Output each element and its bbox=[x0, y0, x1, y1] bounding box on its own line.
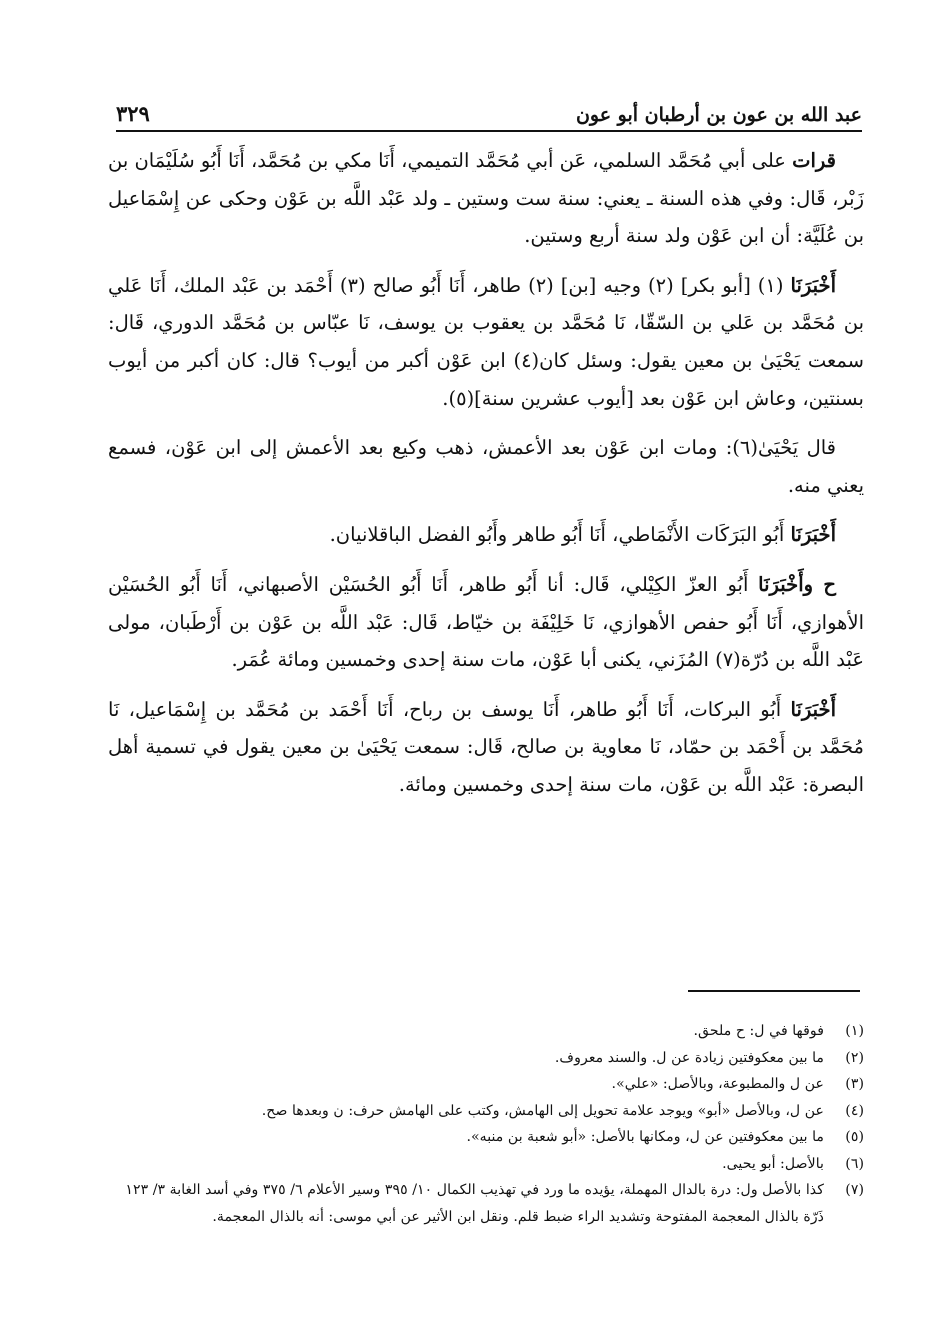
paragraph-text: على أبي مُحَمَّد السلمي، عَن أبي مُحَمَّد التميمي، أَنَا مكي بن مُحَمَّد، أَنَا أَبُو سُلَيْمَان بن زَبْر، قَال: وفي هذه السنة ـ يعني: سنة ست وستين ـ ولد عَبْد اللَّه بن عَوْن وحكى عن إِسْمَاعيل بن عُلَيَّة: أن ابن عَوْن ولد سنة أربع وستين. bbox=[108, 149, 864, 248]
footnote-text: كذا بالأصل ول: درة بالدال المهملة، يؤيده ما ورد في تهذيب الكمال ١٠/ ٣٩٥ وسير الأعلام ٦/ ٣٧٥ وفي أسد الغابة ٣/ ١٢٣ ذَرّة بالذال المعجمة المفتوحة وتشديد الراء ضبط قلم. ونقل ابن الأثير عن أبي موسى: أنه بالذال المعجمة. bbox=[125, 1182, 824, 1225]
footnote-number: (٣) bbox=[845, 1076, 864, 1092]
footnote-rule bbox=[688, 990, 860, 992]
footnote bbox=[110, 1151, 864, 1178]
paragraph bbox=[108, 566, 864, 679]
footnote bbox=[110, 1045, 864, 1072]
running-header-title: عبد الله بن عون بن أرطبان أبو عون bbox=[575, 104, 862, 126]
footnote-number: (٥) bbox=[845, 1129, 864, 1145]
footnotes bbox=[110, 1018, 864, 1230]
running-header bbox=[116, 86, 862, 126]
paragraph bbox=[108, 691, 864, 804]
paragraph-lead: أَخْبَرَنَا bbox=[790, 697, 836, 721]
page-number: ٣٢٩ bbox=[116, 101, 150, 126]
footnote bbox=[110, 1071, 864, 1098]
footnote-text: فوقها في ل: ح ملحق. bbox=[693, 1023, 824, 1039]
footnote-text: عن ل، وبالأصل «أبو» ويوجد علامة تحويل إلى الهامش، وكتب على الهامش حرف: ن وبعدها صح. bbox=[261, 1102, 824, 1119]
paragraph-text: قال يَحْيَىٰ(٦): ومات ابن عَوْن بعد الأعمش، ذهب وكيع بعد الأعمش إلى ابن عَوْن، فسمع يعني منه. bbox=[108, 436, 864, 497]
main-text bbox=[108, 142, 864, 816]
paragraph-lead: أَخْبَرَنَا bbox=[790, 523, 836, 547]
header-rule bbox=[116, 130, 862, 132]
paragraph bbox=[108, 142, 864, 255]
footnote-number: (٤) bbox=[845, 1102, 864, 1119]
footnote bbox=[110, 1018, 864, 1045]
footnote bbox=[110, 1098, 864, 1125]
footnote-number: (١) bbox=[845, 1023, 864, 1039]
paragraph-lead: ح وأَخْبَرَنَا bbox=[758, 572, 836, 596]
footnote-number: (٦) bbox=[845, 1155, 864, 1172]
footnote bbox=[110, 1124, 864, 1151]
footnote-number: (٧) bbox=[845, 1182, 864, 1198]
paragraph bbox=[108, 267, 864, 417]
paragraph-text: أَبُو البركات، أَنَا أَبُو طاهر، أَنَا يوسف بن رباح، أَنَا أَحْمَد بن مُحَمَّد بن إِسْمَاعيل، نَا مُحَمَّد بن أَحْمَد بن حمّاد، نَا معاوية بن صالح، قَال: سمعت يَحْيَىٰ بن معين يقول في تسمية أهل البصرة: عَبْد اللَّه بن عَوْن، مات سنة إحدى وخمسين ومائة. bbox=[108, 697, 864, 796]
paragraph-text: (١) [أبو بكر] (٢) وجيه [بن] (٢) طاهر، أَنَا أَبُو صالح (٣) أَحْمَد بن عَبْد الملك، أَنَا عَلي بن مُحَمَّد بن عَلي بن السّقّا، نَا مُحَمَّد بن يعقوب بن يوسف، نَا عبّاس بن مُحَمَّد الدوري، قَال: سمعت يَحْيَىٰ بن معين يقول: وسئل كان(٤) ابن عَوْن أكبر من أيوب؟ قال: كان أكبر من أيوب بسنتين، وعاش ابن عَوْن بعد [أيوب عشرين سنة](٥). bbox=[108, 273, 864, 410]
footnote-text: ما بين معكوفتين عن ل، ومكانها بالأصل: «أبو شعبة بن منبه». bbox=[466, 1129, 824, 1145]
footnote-text: ما بين معكوفتين زيادة عن ل. والسند معروف. bbox=[554, 1049, 824, 1066]
paragraph-text: أَبُو البَرَكَات الأَنْمَاطي، أَنَا أَبُو طاهر وأَبُو الفضل الباقلانيان. bbox=[329, 523, 791, 547]
paragraph-lead: قرات bbox=[792, 149, 836, 172]
footnote-text: عن ل والمطبوعة، وبالأصل: «علي». bbox=[611, 1076, 824, 1092]
paragraph-lead: أَخْبَرَنَا bbox=[790, 273, 836, 297]
footnote-number: (٢) bbox=[845, 1049, 864, 1066]
paragraph-text: أَبُو العزّ الكِيْلي، قَال: أنا أَبُو طاهر، أَنَا أَبُو الحُسَيْن الأصبهاني، أَنَا أَبُو الحُسَيْن الأهوازي، أَنَا أَبُو حفص الأهوازي، نَا خَلِيْفَة بن خيّاط، قَال: عَبْد اللَّه بن عَوْن بن أَرْطَبان، مولى عَبْد اللَّه بن دُرّة(٧) المُزَني، يكنى أبا عَوْن، مات سنة إحدى وخمسين ومائة عُمَر. bbox=[108, 572, 864, 672]
paragraph bbox=[108, 429, 864, 504]
paragraph bbox=[108, 516, 864, 554]
footnote bbox=[110, 1177, 864, 1230]
footnote-text: بالأصل: أبو يحيى. bbox=[722, 1155, 824, 1172]
